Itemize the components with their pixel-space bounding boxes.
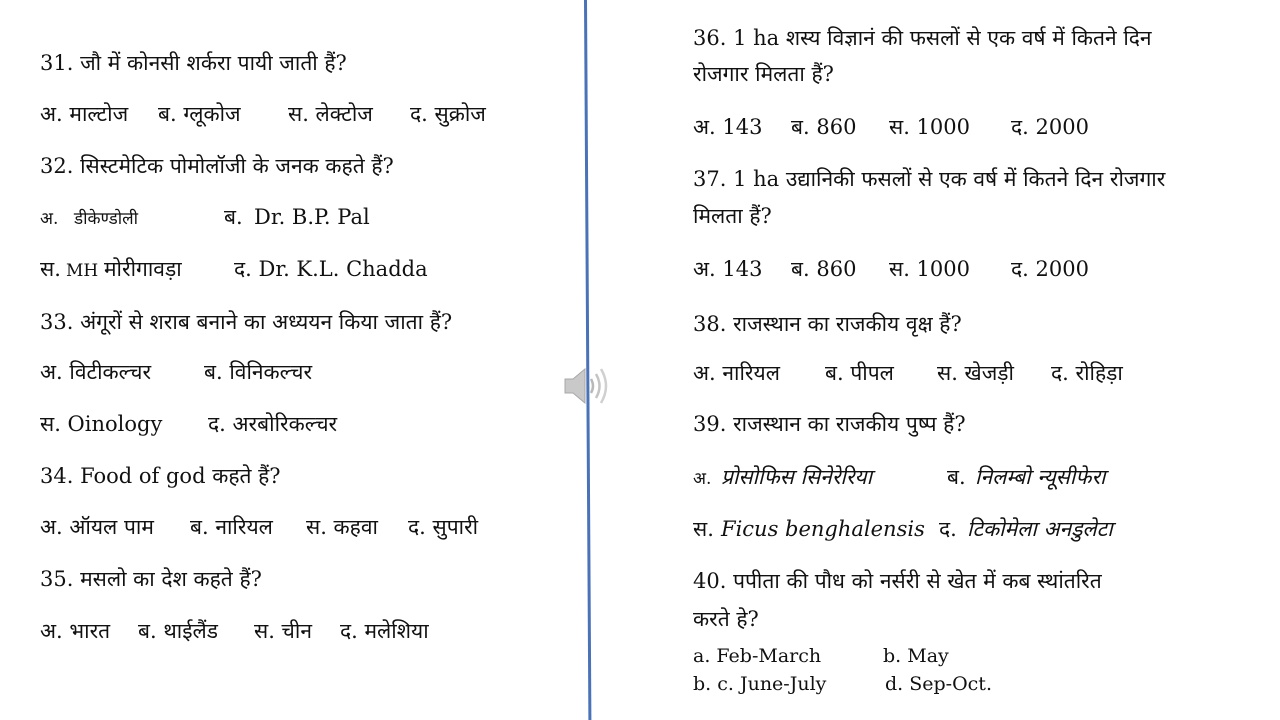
speaker-icon[interactable] [561, 362, 613, 410]
option-b: निलम्बो न्यूसीफेरा [975, 465, 1106, 489]
option-d: द. 2000 [1011, 257, 1089, 281]
option-d: टिकोमेला अनडुलेटा [967, 517, 1113, 541]
question-38-options [693, 360, 1123, 386]
option-b: ब. 860 [791, 115, 857, 139]
option-d: द. सुक्रोज [410, 102, 486, 126]
question-34: 34. Food of god कहते हैं? [40, 464, 281, 488]
option-a-prefix: अ. [40, 209, 59, 229]
question-33-options-row2 [40, 411, 337, 437]
option-a: अ. ऑयल पाम [40, 515, 154, 539]
option-c-prefix: स. [693, 517, 714, 541]
slide-divider [584, 0, 591, 720]
option-a: अ. 143 [693, 257, 763, 281]
question-32-options-row1 [40, 204, 370, 232]
option-b: ब. नारियल [190, 515, 273, 539]
question-40-options-row2 [693, 672, 992, 696]
option-c-state: MH [66, 261, 99, 281]
question-35: 35. मसलो का देश कहते हैं? [40, 567, 262, 591]
option-a: अ. विटीकल्चर [40, 360, 152, 384]
question-31-options [40, 101, 486, 127]
option-a: अ. माल्टोज [40, 102, 129, 126]
question-31: 31. जौ में कोनसी शर्करा पायी जाती हैं? [40, 51, 347, 75]
question-37-line1: 37. 1 ha उद्यानिकी फसलों से एक वर्ष में कितने दिन रोजगार [693, 167, 1166, 191]
option-c: स. खेजड़ी [937, 361, 1014, 385]
option-b: ब. थाईलैंड [138, 619, 218, 643]
option-d: d. Sep-Oct. [885, 673, 992, 695]
option-a-prefix: अ. [693, 469, 712, 489]
option-d: द. रोहिड़ा [1051, 361, 1123, 385]
option-c: स. कहवा [306, 515, 378, 539]
question-39: 39. राजस्थान का राजकीय पुष्प हैं? [693, 412, 966, 436]
option-b: ब. विनिकल्चर [204, 360, 313, 384]
option-c: स. 1000 [889, 115, 970, 139]
option-c: स. 1000 [889, 257, 970, 281]
option-d-prefix: द. [939, 517, 957, 541]
option-d: द. सुपारी [408, 515, 479, 539]
question-33-options-row1 [40, 359, 312, 385]
question-36-line1: 36. 1 ha शस्य विज्ञानं की फसलों से एक वर्ष में कितने दिन [693, 26, 1152, 50]
question-32: 32. सिस्टमेटिक पोमोलॉजी के जनक कहते हैं? [40, 154, 394, 178]
option-c: स. लेक्टोज [288, 102, 373, 126]
option-c: स. चीन [254, 619, 312, 643]
option-c: Ficus benghalensis [721, 517, 925, 541]
question-33: 33. अंगूरों से शराब बनाने का अध्ययन किया जाता हैं? [40, 310, 453, 334]
option-b: ब. ग्लूकोज [158, 102, 241, 126]
option-c: स. Oinology [40, 412, 163, 436]
question-37-line2: मिलता हैं? [693, 204, 772, 228]
question-36-options [693, 114, 1089, 140]
option-c: मोरीगावड़ा [104, 257, 182, 281]
question-35-options [40, 618, 429, 644]
question-36-line2: रोजगार मिलता हैं? [693, 62, 834, 86]
option-c: b. c. June-July [693, 673, 827, 695]
option-d: द. अरबोरिकल्चर [208, 412, 338, 436]
question-39-options-row2 [693, 516, 1113, 542]
option-b-prefix: ब. [224, 205, 243, 229]
question-39-options-row1 [693, 464, 1106, 492]
question-38: 38. राजस्थान का राजकीय वृक्ष हैं? [693, 312, 962, 336]
question-40-line1: 40. पपीता की पौध को नर्सरी से खेत में कब स्थांतरित [693, 569, 1102, 593]
option-b: ब. 860 [791, 257, 857, 281]
option-a: अ. भारत [40, 619, 111, 643]
option-d: द. मलेशिया [340, 619, 429, 643]
option-a: अ. 143 [693, 115, 763, 139]
question-34-options [40, 514, 478, 540]
question-32-options-row2 [40, 256, 428, 284]
option-a: अ. नारियल [693, 361, 780, 385]
option-a: प्रोसोफिस सिनेरेरिया [721, 465, 873, 489]
question-40-options-row1 [693, 644, 949, 668]
option-a: डीकेण्डोली [74, 209, 139, 229]
option-d: द. Dr. K.L. Chadda [234, 257, 428, 281]
option-b-prefix: ब. [947, 465, 966, 489]
option-d: द. 2000 [1011, 115, 1089, 139]
question-40-line2: करते हे? [693, 607, 759, 631]
question-37-options [693, 256, 1089, 282]
option-b: b. May [883, 645, 949, 667]
option-c-prefix: स. [40, 257, 61, 281]
option-b: Dr. B.P. Pal [254, 205, 370, 229]
option-a: a. Feb-March [693, 645, 822, 667]
option-b: ब. पीपल [825, 361, 894, 385]
